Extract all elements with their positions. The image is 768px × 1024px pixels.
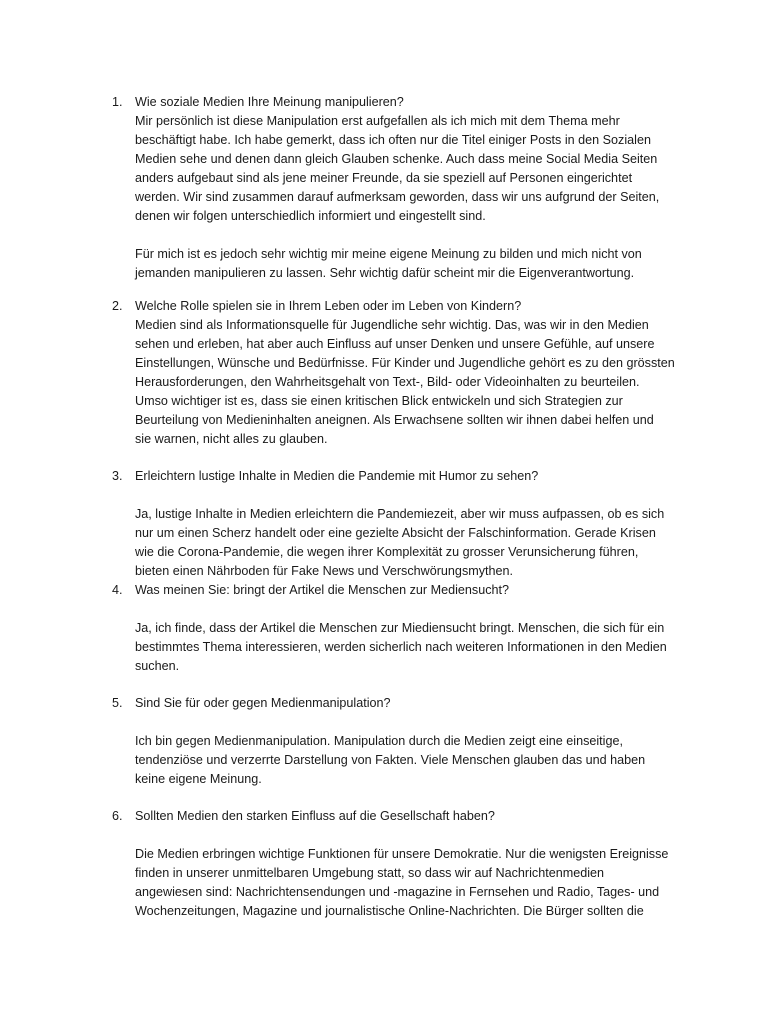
answer-paragraph: Für mich ist es jedoch sehr wichtig mir meine eigene Meinung zu bilden und mich nicht von jemanden manipulieren zu lassen. Sehr wichtig dafür scheint mir die Eigenverantwortung. xyxy=(135,247,642,280)
answer-paragraph: Medien sind als Informationsquelle für Jugendliche sehr wichtig. Das, was wir in den Medien sehen und erleben, hat aber auch Einfluss auf unser Denken und unsere Gefühle, auf unsere Einstellungen, Wünsche und Bedürfnisse. Für Kinder und Jugendliche gehört es zu den grössten Herausforderungen, den Wahrheitsgehalt von Text-, Bild- oder Videoinhalten zu beurteilen. Umso wichtiger ist es, dass sie einen kritischen Blick entwickeln und sich Strategien zur Beurteilung von Medieninhalten aneignen. Als Erwachsene sollten wir ihnen dabei helfen und sie warnen, nicht alles zu glauben. xyxy=(135,318,675,446)
item-number: 6. xyxy=(112,809,123,823)
question-text: Sollten Medien den starken Einfluss auf die Gesellschaft haben? xyxy=(135,809,495,823)
item-number: 4. xyxy=(112,583,123,597)
item-number: 3. xyxy=(112,469,123,483)
question-text: Sind Sie für oder gegen Medienmanipulation? xyxy=(135,696,391,710)
item-body xyxy=(135,467,687,581)
item-body xyxy=(135,297,687,449)
item-number: 2. xyxy=(112,299,123,313)
item-body xyxy=(135,807,687,921)
answer-paragraph: Ja, ich finde, dass der Artikel die Menschen zur Miediensucht bringt. Menschen, die sich für ein bestimmtes Thema interessieren, werden sicherlich nach weiteren Informationen in den Medien suchen. xyxy=(135,621,667,673)
item-number: 5. xyxy=(112,696,123,710)
question-text: Wie soziale Medien Ihre Meinung manipulieren? xyxy=(135,95,404,109)
item-body xyxy=(135,93,687,283)
item-number: 1. xyxy=(112,95,123,109)
answer-paragraph: Ich bin gegen Medienmanipulation. Manipulation durch die Medien zeigt eine einseitige, tendenziöse und verzerrte Darstellung von Fakten. Viele Menschen glauben das und haben keine eigene Meinung. xyxy=(135,734,646,786)
question-text: Welche Rolle spielen sie in Ihrem Leben oder im Leben von Kindern? xyxy=(135,299,522,313)
answer-paragraph: Ja, lustige Inhalte in Medien erleichtern die Pandemiezeit, aber wir muss aufpassen, ob es sich nur um einen Scherz handelt oder eine gezielte Absicht der Falschinformation. Gerade Krisen wie die Corona-Pandemie, die wegen ihrer Komplexität zu grosser Verunsicherung führen, bieten einen Nährboden für Fake News und Verschwörungsmythen. xyxy=(135,507,665,578)
item-body xyxy=(135,581,687,676)
question-text: Was meinen Sie: bringt der Artikel die Menschen zur Mediensucht? xyxy=(135,583,510,597)
answer-paragraph: Die Medien erbringen wichtige Funktionen für unsere Demokratie. Nur die wenigsten Ereignisse finden in unserer unmittelbaren Umgebung statt, so dass wir auf Nachrichtenmedien angewiesen sind: Nachrichtensendungen und -magazine in Fernsehen und Radio, Tages- und Wochenzeitungen, Magazine und journalistische Online-Nachrichten. Die Bürger sollten die xyxy=(135,847,669,918)
question-text: Erleichtern lustige Inhalte in Medien die Pandemie mit Humor zu sehen? xyxy=(135,469,539,483)
item-body xyxy=(135,694,687,789)
answer-paragraph: Mir persönlich ist diese Manipulation erst aufgefallen als ich mich mit dem Thema mehr beschäftigt habe. Ich habe gemerkt, dass ich often nur die Titel einiger Posts in den Sozialen Medien sehe und denen dann gleich Glauben schenke. Auch dass meine Social Media Seiten anders aufgebaut sind als jene meiner Freunde, da sie speziell auf Personen eingerichtet werden. Wir sind zusammen darauf aufmerksam geworden, dass wir uns aufgrund der Seiten, denen wir folgen unterschiedlich informiert und eingestellt sind. xyxy=(135,114,660,223)
